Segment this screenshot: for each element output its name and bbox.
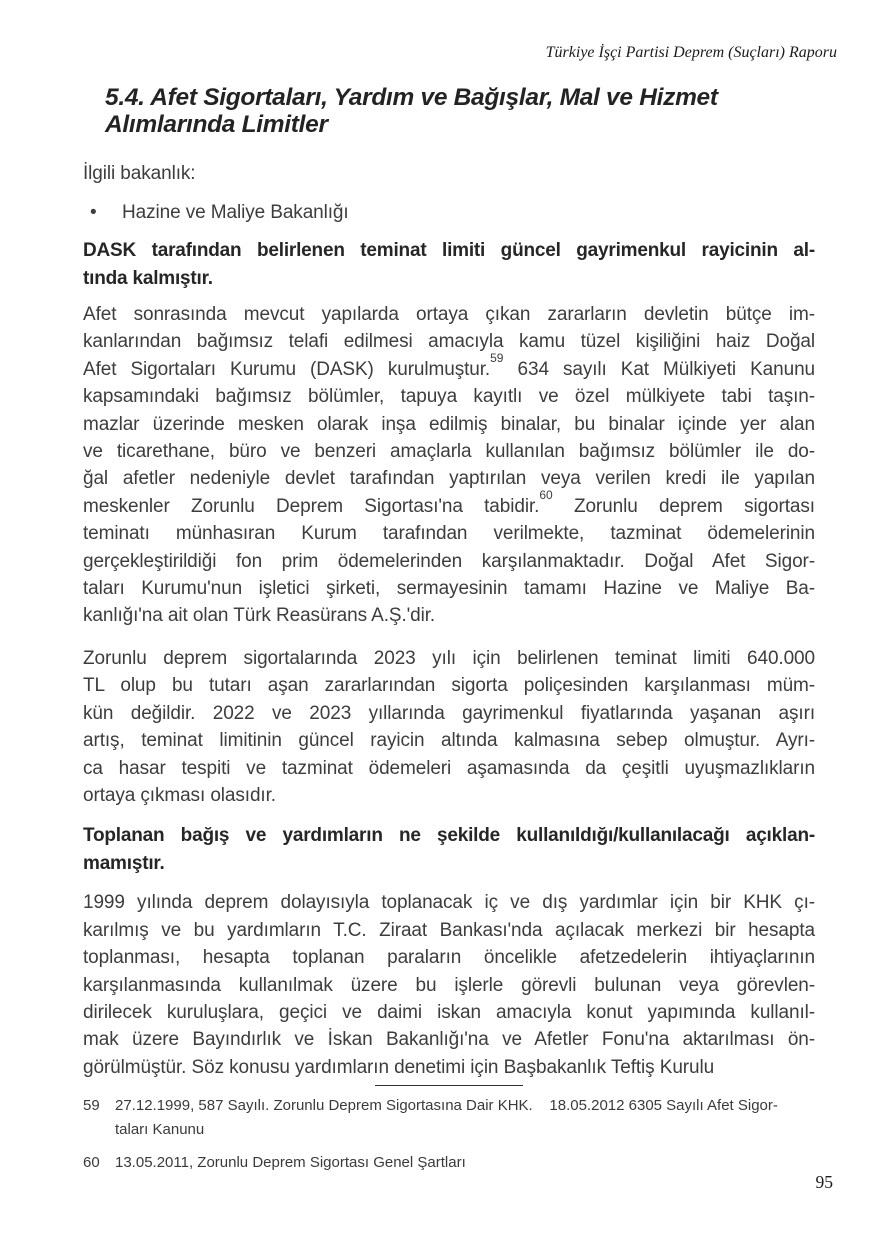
bold-statement bbox=[83, 822, 815, 877]
text-line: Afet sonrasında mevcut yapılarda ortaya çıkan zararların devletin bütçe im- bbox=[83, 304, 815, 325]
section-title-line-2: Alımlarında Limitler bbox=[105, 111, 328, 138]
text-line: kanlığı'na ait olan Türk Reasürans A.Ş.'dir. bbox=[83, 605, 436, 627]
paragraph-blocks bbox=[83, 237, 815, 1081]
text-line: mamıştır. bbox=[83, 852, 165, 874]
text-line: Zorunlu deprem sigortalarında 2023 yılı için belirlenen teminat limiti 640.000 bbox=[83, 647, 815, 669]
footnote-line: 13.05.2011, Zorunlu Deprem Sigortası Genel Şartları bbox=[115, 1154, 466, 1172]
footnote-separator bbox=[375, 1085, 523, 1086]
footnote-reference: 60 bbox=[539, 488, 553, 503]
text-line: kanlarından bağımsız telafi edilmesi amacıyla kamu tüzel kişiliğini haiz Doğal bbox=[83, 331, 815, 353]
text-line: Toplanan bağış ve yardımların ne şekilde kullanıldığı/kullanılacağı açıklan- bbox=[83, 825, 815, 847]
footnotes bbox=[83, 1094, 815, 1175]
text-line: mak üzere Bayındırlık ve İskan Bakanlığı'na ve Afetler Fonu'na aktarılması ön- bbox=[83, 1029, 815, 1051]
text-line: tında kalmıştır. bbox=[83, 267, 213, 289]
running-header: Türkiye İşçi Partisi Deprem (Suçları) Raporu bbox=[545, 44, 837, 61]
text-line: karılmış ve bu yardımların T.C. Ziraat Bankası'nda açılacak merkezi bir hesapta bbox=[83, 919, 815, 941]
bullet-item-text: Hazine ve Maliye Bakanlığı bbox=[122, 202, 349, 223]
footnote-reference: 59 bbox=[490, 351, 504, 366]
text-line: toplanması, hesapta toplanan paraların öncelikle afetzedelerin ihtiyaçlarının bbox=[83, 947, 815, 969]
text-line: ortaya çıkması olasıdır. bbox=[83, 784, 276, 806]
section-title-line-1: 5.4. Afet Sigortaları, Yardım ve Bağışlar, Mal ve Hizmet bbox=[105, 84, 718, 111]
text-line: Afet Sigortaları Kurumu (DASK) kurulmuştur.$^{59}$ 634 sayılı Kat Mülkiyeti Kanunu bbox=[83, 351, 816, 380]
text-line: teminatı münhasıran Kurum tarafından verilmekte, tazminat ödemelerinin bbox=[83, 523, 815, 545]
body-paragraph bbox=[83, 301, 815, 630]
bold-statement bbox=[83, 237, 815, 292]
text-line: taları Kurumu'nun işletici şirketi, sermayesinin tamamı Hazine ve Maliye Ba- bbox=[83, 578, 815, 600]
footnote-line: taları Kanunu bbox=[115, 1121, 205, 1139]
text-line: meskenler Zorunlu Deprem Sigortası'na tabidir.$^{60}$ Zorunlu deprem sigortası bbox=[83, 488, 815, 517]
footnote-number: 60 bbox=[83, 1154, 100, 1172]
page-number: 95 bbox=[815, 1172, 833, 1192]
text-line: gerçekleştirildiği fon prim ödemelerinden karşılanmaktadır. Doğal Afet Sigor- bbox=[83, 550, 815, 572]
ministry-bullet-list bbox=[83, 199, 815, 226]
footnote-item bbox=[83, 1094, 815, 1142]
section-title bbox=[105, 84, 815, 138]
footnote-text bbox=[115, 1151, 815, 1175]
bullet-item bbox=[83, 199, 815, 226]
text-line: dirilecek kuruluşlara, geçici ve daimi iskan amacıyla konut yapımında kullanıl- bbox=[83, 1001, 815, 1023]
text-line: ca hasar tespiti ve tazminat ödemeleri aşamasında da çeşitli uyuşmazlıkların bbox=[83, 757, 815, 779]
text-line: karşılanmasında kullanılmak üzere bu işlerle görevli bulunan veya görevlen- bbox=[83, 974, 815, 996]
related-ministry-label: İlgili bakanlık: bbox=[83, 163, 196, 184]
text-line: ve ticarethane, büro ve benzeri amaçlarla kullanılan bağımsız bölümler ile do- bbox=[83, 441, 815, 463]
footnote-number: 59 bbox=[83, 1097, 100, 1115]
body-paragraph bbox=[83, 889, 815, 1081]
content-column bbox=[83, 84, 815, 1175]
text-line: artış, teminat limitinin güncel rayicin altında kalmasına sebep olmuştur. Ayrı- bbox=[83, 730, 815, 752]
footnote-item bbox=[83, 1151, 815, 1175]
text-line: görülmüştür. Söz konusu yardımların denetimi için Başbakanlık Teftiş Kurulu bbox=[83, 1056, 715, 1078]
text-line: TL olup bu tutarı aşan zararlarından sigorta poliçesinden karşılanması müm- bbox=[83, 675, 815, 697]
text-line: kün değildir. 2022 ve 2023 yıllarında gayrimenkul fiyatlarında yaşanan aşırı bbox=[83, 702, 815, 724]
text-line: mazlar üzerinde mesken olarak inşa edilmiş binalar, bu binalar içinde yer alan bbox=[83, 413, 815, 435]
footnote-line: 27.12.1999, 587 Sayılı. Zorunlu Deprem Sigortasına Dair KHK. 18.05.2012 6305 Sayılı Afet Sigor- bbox=[115, 1097, 778, 1115]
text-line: ğal afetler nedeniyle devlet tarafından yaptırılan veya verilen kredi ile yapılan bbox=[83, 468, 815, 490]
text-line: 1999 yılında deprem dolayısıyla toplanacak iç ve dış yardımlar için bir KHK çı- bbox=[83, 892, 815, 914]
text-line: DASK tarafından belirlenen teminat limiti güncel gayrimenkul rayicinin al- bbox=[83, 240, 815, 261]
text-line: kapsamındaki bağımsız bölümler, tapuya kayıtlı ve özel mülkiyete tabi taşın- bbox=[83, 386, 815, 408]
body-paragraph bbox=[83, 645, 815, 809]
footnote-text bbox=[115, 1094, 815, 1142]
bullet-icon: • bbox=[90, 202, 97, 223]
